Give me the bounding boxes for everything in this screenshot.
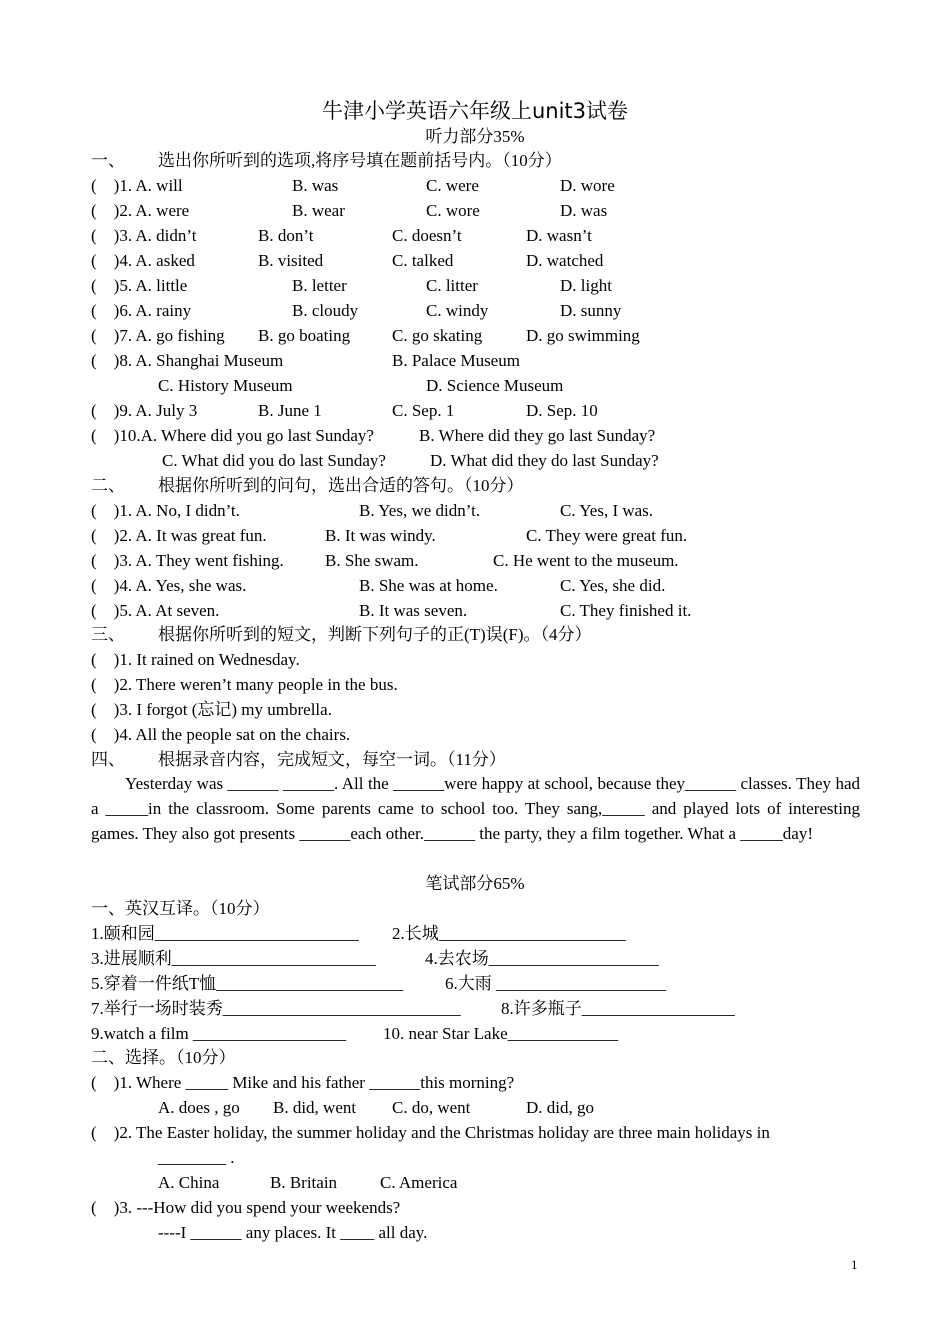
cloze-paragraph: Yesterday was ______ ______. All the ______were happy at school, because they______ classes. They had a _____in the classroom. Some parents came to school too. They sang,_____ and played lots of interesting games. They also got presents ______each other.______ the party, they a film together. What a _____day! bbox=[91, 774, 860, 843]
written-heading: 笔试部分65% bbox=[425, 874, 525, 893]
section1-instruction: 选出你所听到的选项,将序号填在题前括号内。（10分） bbox=[158, 151, 562, 170]
section3-instruction: 根据你所听到的短文，判断下列句子的正(T)误(F)。（4分） bbox=[158, 625, 592, 644]
page-title: 牛津小学英语六年级上unit3试卷 bbox=[321, 99, 629, 123]
section4-instruction: 根据录音内容，完成短文，每空一词。（11分） bbox=[158, 750, 506, 769]
section3-item-2: ( )2. There weren’t many people in the bus. bbox=[91, 675, 398, 694]
exam-page: 牛津小学英语六年级上unit3试卷 听力部分35% 一、 选出你所听到的选项,将序号填在题前括号内。（10分） ( )1. A. will B. was C. were D. wore ( )2. A. were B. wear C. wore D. was ( )3. A. didn’t B. don’t C. doesn’t D. wasn’t ( )4. A. asked B. visited C. talked D. watched ( )5. A. little B. letter C. litter D. light ( )6. A. rainy B. cloudy C. windy D. sunny ( )7. A. go fishing B. go boating C. go skating D. go swimming ( )8. A. Shanghai Museum B. Palace Museum C. History Museum D. Science Museum ( )9. A. July 3 B. June 1 C. Sep. 1 D. Sep. 10 ( )10.A. Where did you go last Sunday? B. Where did they go last Sunday? C. What did you do last Sunday? D. What did they do last Sunday? 二、 根据你所听到的问句，选出合适的答句。（10分） ( )1. A. No, I didn’t. B. Yes, we didn’t. C. Yes, I was. ( )2. A. It was great fun. B. It was windy. C. They were great fun. ( )3. A. They went fishing. B. She swam. C. He went to the museum. ( )4. A. Yes, she was. B. She was at home. C. Yes, she did. ( )5. A. At seven. B. It was seven. C. They finished it. 三、 根据你所听到的短文，判断下列句子的正(T)误(F)。（4分） ( )1. It rained on Wednesday. ( )2. There weren’t many people in the bus. ( )3. I forgot (忘记) my umbrella. ( )4. All the people sat on the chairs. 四、 根据录音内容，完成短文，每空一词。（11分） Yesterday was ______ ______. All the ______were happy at school, because they______ classes. They had a _____in the classroom. Some parents came to school too. They sang,_____ and played lots of interesting games. They also got presents ______each other.______ the party, they a film together. What a _____day! 笔试部分65% 一、英汉互译。（10分） 1.颐和园________________________ 2.长城______________________ 3.进展顺利________________________ 4.去农场____________________ 5.穿着一件纸T恤______________________ 6.大雨 ____________________ 7.举行一场时装秀____________________________ 8.许多瓶子__________________ 9.watch a film __________________ 10. near Star Lake_____________ 二、选择。（10分） ( )1. Where _____ Mike and his father ______this morning? A. does , go B. did, went C. do, went D. did, go ( )2. The Easter holiday, the summer holiday and the Christmas holiday are three main holidays in ________ . A. China B. Britain C. America ( )3. ---How did you spend your weekends? ----I ______ any places. It ____ all day. 1 bbox=[0, 0, 950, 1344]
translation-heading: 一、英汉互译。（10分） bbox=[91, 899, 270, 918]
section3-item-1: ( )1. It rained on Wednesday. bbox=[91, 650, 300, 669]
section3-number: 三、 bbox=[91, 625, 125, 644]
section3-item-4: ( )4. All the people sat on the chairs. bbox=[91, 725, 351, 744]
listening-heading: 听力部分35% bbox=[425, 127, 525, 146]
section4-number: 四、 bbox=[91, 750, 125, 769]
section2-number: 二、 bbox=[91, 476, 125, 495]
choice-heading: 二、选择。（10分） bbox=[91, 1048, 236, 1067]
section1-number: 一、 bbox=[91, 151, 125, 170]
page-number: 1 bbox=[851, 1257, 858, 1272]
section3-item-3: ( )3. I forgot (忘记) my umbrella. bbox=[91, 700, 332, 719]
section2-instruction: 根据你所听到的问句，选出合适的答句。（10分） bbox=[158, 476, 524, 495]
